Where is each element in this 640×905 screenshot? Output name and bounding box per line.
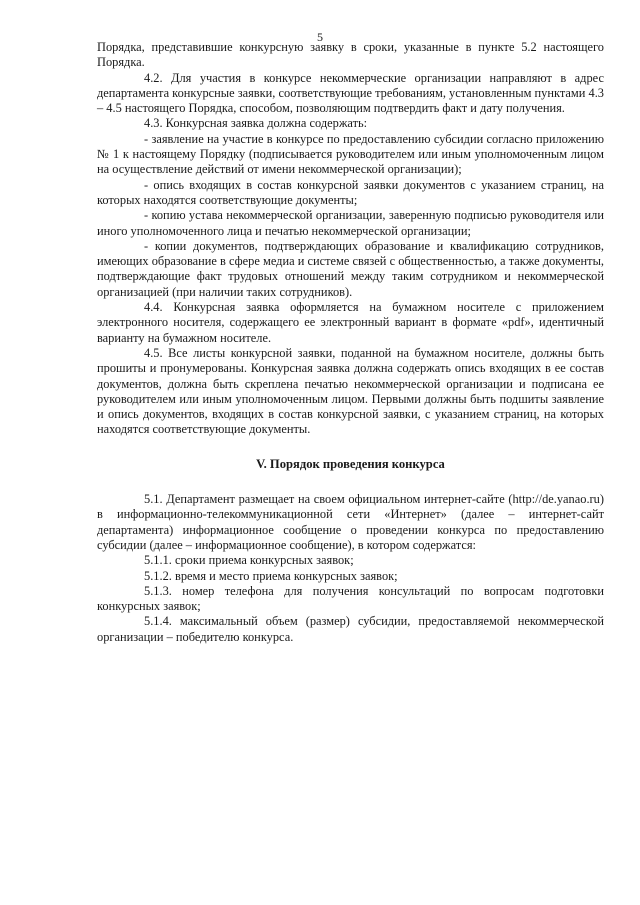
paragraph: 5.1. Департамент размещает на своем официальном интернет-сайте (http://de.yanao.ru) в информационно-телекоммуникационной сети «Интернет» (далее – интернет-сайт департамента) информационное сообщение о проведении конкурса по предоставлению субсидии (далее – информационное сообщение), в котором содержатся: bbox=[97, 492, 604, 552]
paragraph: 4.4. Конкурсная заявка оформляется на бумажном носителе с приложением электронного носителя, содержащего ее электронный вариант в формате «pdf», идентичный варианту на бумажном носителе. bbox=[97, 300, 604, 345]
list-item: 5.1.2. время и место приема конкурсных заявок; bbox=[144, 568, 398, 583]
list-item: 5.1.4. максимальный объем (размер) субсидии, предоставляемой некоммерческой организации – победителю конкурса. bbox=[97, 614, 604, 644]
list-item: - заявление на участие в конкурсе по предоставлению субсидии согласно приложению № 1 к настоящему Порядку (подписывается руководителем или иным уполномоченным лицом на осуществление действий от имени некоммерческой организации); bbox=[97, 131, 604, 177]
paragraph: 4.5. Все листы конкурсной заявки, поданной на бумажном носителе, должны быть прошиты и пронумерованы. Конкурсная заявка должна содержать опись входящих в ее состав документов, должна быть скреплена печатью некоммерческой организации и подписана ее руководителем или иным уполномоченным лицом. Первыми должны быть подшиты заявление и опись документов, входящих в состав конкурсной заявки, с указанием страниц, на которых находятся соответствующие документы. bbox=[97, 345, 604, 437]
paragraph: 4.2. Для участия в конкурсе некоммерческие организации направляют в адрес департамента конкурсные заявки, соответствующие требованиям, установленным пунктами 4.3 – 4.5 настоящего Порядка, способом, позволяющим подтвердить факт и дату получения. bbox=[97, 70, 604, 116]
paragraph: Порядка, представившие конкурсную заявку в сроки, указанные в пункте 5.2 настоящего Порядка. bbox=[97, 40, 604, 70]
list-item: 5.1.1. сроки приема конкурсных заявок; bbox=[144, 553, 354, 568]
section-heading: V. Порядок проведения конкурса bbox=[256, 456, 445, 471]
list-item: - копию устава некоммерческой организации, заверенную подписью руководителя или иного уполномоченного лица и печатью некоммерческой организации; bbox=[97, 208, 604, 238]
list-item: - копии документов, подтверждающих образование и квалификацию сотрудников, имеющих образование в сфере медиа и системе связей с общественностью, а также документы, подтверждающие факт трудовых отношений между таким сотрудником и некоммерческой организацией (при наличии таких сотрудников). bbox=[97, 238, 604, 299]
page-number: 5 bbox=[317, 30, 323, 44]
paragraph: 4.3. Конкурсная заявка должна содержать: bbox=[144, 116, 368, 131]
document-body bbox=[97, 40, 604, 645]
list-item: 5.1.3. номер телефона для получения консультаций по вопросам подготовки конкурсных заявок; bbox=[97, 583, 604, 614]
list-item: - опись входящих в состав конкурсной заявки документов с указанием страниц, на которых находятся соответствующие документы; bbox=[97, 177, 604, 207]
